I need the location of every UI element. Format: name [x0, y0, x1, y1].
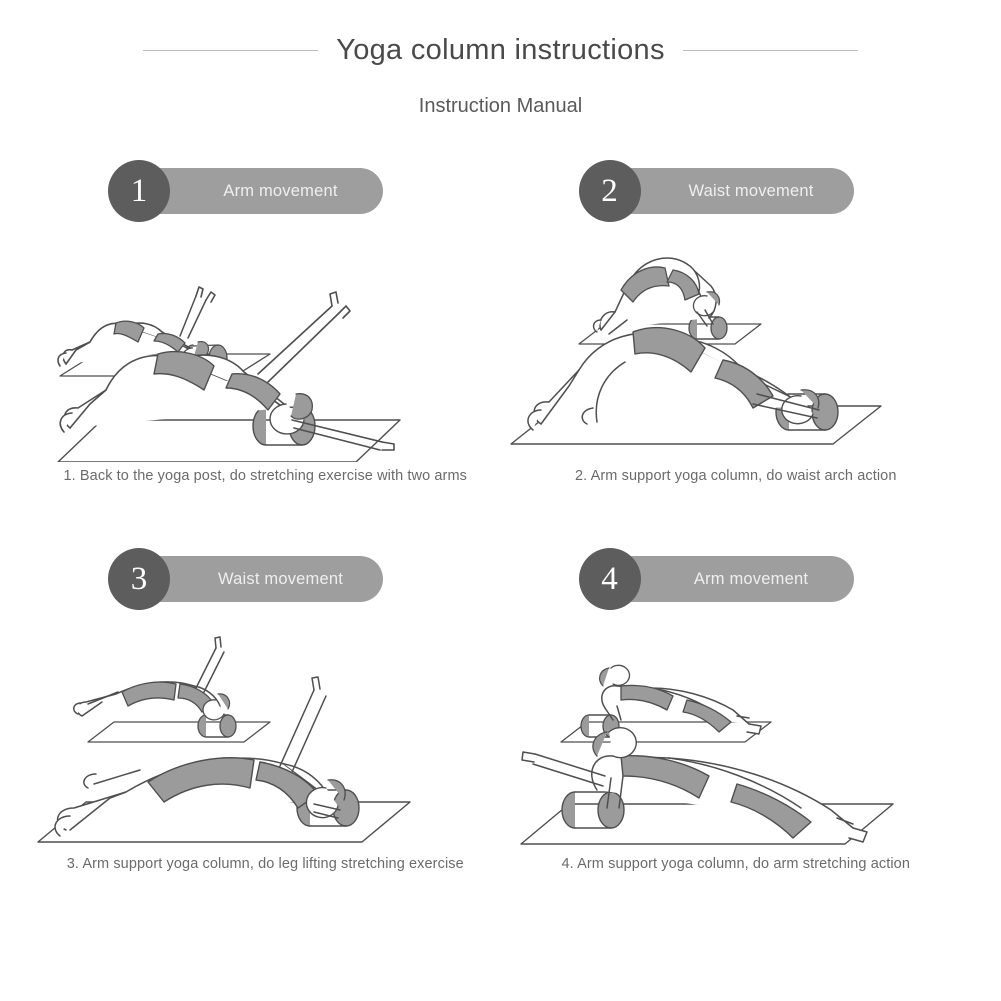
panel-4-illustration [501, 612, 972, 850]
page-header [0, 0, 1001, 118]
instruction-panel-2 [501, 160, 972, 520]
instruction-panel-4 [501, 548, 972, 908]
title-rule-right [683, 50, 858, 51]
panel-4-caption: 4. Arm support yoga column, do arm stretching action [561, 856, 911, 872]
panel-2-figure-svg [501, 224, 941, 462]
panel-1-tag-pill [138, 168, 383, 214]
panel-2-tag-label: Waist movement [688, 181, 814, 200]
instruction-panel-3 [30, 548, 501, 908]
panel-2-caption: 2. Arm support yoga column, do waist arch action [574, 468, 897, 484]
panel-1-illustration [30, 224, 501, 462]
panel-4-step-badge: 4 [579, 548, 641, 610]
panel-4-figure-svg [501, 612, 941, 862]
panel-4-tag-pill [609, 556, 854, 602]
panel-3-illustration [30, 612, 501, 850]
panel-1-header [108, 160, 501, 222]
panel-1-tag-label: Arm movement [223, 181, 338, 200]
instruction-grid [0, 160, 1001, 908]
panel-4-header [579, 548, 972, 610]
panel-3-figure-svg [30, 612, 470, 862]
page-title: Yoga column instructions [336, 34, 665, 66]
title-row [0, 34, 1001, 67]
panel-1-caption: 1. Back to the yoga post, do stretching exercise with two arms [63, 468, 468, 484]
panel-3-header [108, 548, 501, 610]
panel-1-step-badge: 1 [108, 160, 170, 222]
page-subtitle: Instruction Manual [418, 95, 583, 117]
panel-2-tag-pill [609, 168, 854, 214]
panel-3-step-badge: 3 [108, 548, 170, 610]
title-rule-left [143, 50, 318, 51]
panel-3-tag-pill [138, 556, 383, 602]
panel-2-header [579, 160, 972, 222]
panel-3-caption: 3. Arm support yoga column, do leg lifting stretching exercise [66, 856, 464, 872]
panel-2-step-badge: 2 [579, 160, 641, 222]
panel-3-tag-label: Waist movement [217, 569, 344, 588]
instruction-panel-1 [30, 160, 501, 520]
panel-4-tag-label: Arm movement [693, 569, 809, 588]
panel-1-figure-svg [30, 224, 470, 462]
panel-2-illustration [501, 224, 972, 462]
